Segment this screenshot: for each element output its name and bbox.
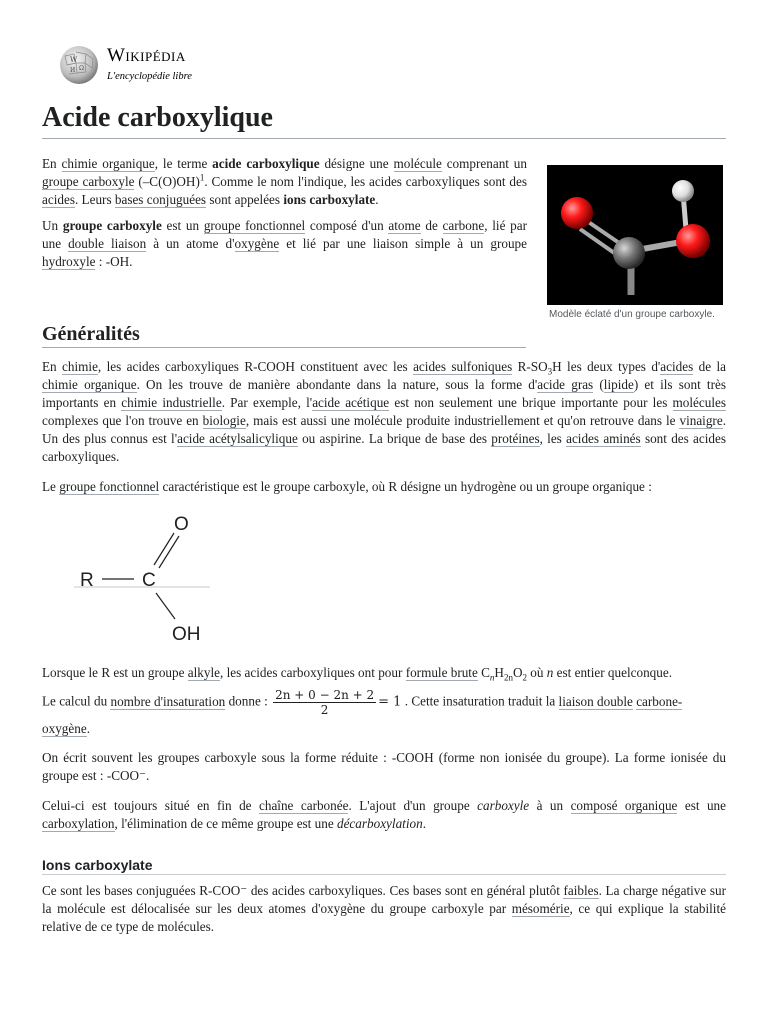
link-acides-amines[interactable]: acides aminés	[566, 431, 641, 446]
svg-text:Ω: Ω	[79, 65, 84, 72]
generalites-paragraph-5: On écrit souvent les groupes carboxyle sous la forme réduite : -COOH (forme non ionisée du groupe). La forme ionisée du groupe est : -COO⁻.	[42, 750, 726, 783]
ions-body	[42, 882, 726, 936]
link-acides-2[interactable]: acides	[660, 359, 694, 374]
link-chaine-carbonee[interactable]: chaîne carbonée	[259, 798, 349, 813]
link-compose-organique[interactable]: composé organique	[570, 798, 678, 813]
svg-text:И: И	[70, 67, 76, 74]
insaturation-formula: $\frac{2n + 0 - 2n + 2}{2}$	[275, 688, 375, 717]
term-acide-carboxylique: acide carboxylique	[212, 156, 320, 171]
formula-o: O	[174, 514, 189, 535]
term-groupe-carboxyle: groupe carboxyle	[62, 218, 162, 233]
link-alkyle[interactable]: alkyle	[187, 665, 220, 680]
link-carbone-oxygene[interactable]: carbone-oxygène	[42, 693, 683, 736]
link-proteines[interactable]: protéines	[491, 431, 540, 446]
generalites-paragraph-4: Le calcul du nombre d'insaturation donne : $\frac{2n + 0 - 2n + 2}{2}$ = 1 . Cette insaturation traduit la liaison double carbone-oxygène.	[42, 688, 683, 736]
reference-1[interactable]: 1	[199, 172, 205, 183]
page-title: Acide carboxylique	[42, 100, 726, 139]
generalites-paragraph-6: Celui-ci est toujours situé en fin de chaîne carbonée. L'ajout d'un groupe carboxyle à un composé organique est une carboxylation, l'élimination de ce même groupe est une décarboxylation.	[42, 798, 726, 831]
wikipedia-logo[interactable]	[58, 44, 258, 86]
term-ions-carboxylate: ions carboxylate	[283, 192, 376, 207]
link-molecule[interactable]: molécule	[393, 156, 442, 171]
figure-caption: Modèle éclaté d'un groupe carboxyle.	[549, 309, 715, 320]
formula-r: R	[80, 570, 94, 591]
svg-text:W: W	[70, 56, 78, 64]
link-chimie-organique[interactable]: chimie organique	[61, 156, 155, 171]
link-oxygene[interactable]: oxygène	[234, 236, 280, 251]
intro	[42, 155, 527, 271]
formula-oh: OH	[172, 624, 201, 645]
section-heading-generalites: Généralités	[42, 321, 526, 348]
link-acide-gras[interactable]: acide gras	[537, 377, 594, 392]
link-chimie-industrielle[interactable]: chimie industrielle	[121, 395, 222, 410]
link-biologie[interactable]: biologie	[202, 413, 246, 428]
link-groupe-fonctionnel[interactable]: groupe fonctionnel	[203, 218, 306, 233]
generalites-paragraph-1: En chimie, les acides carboxyliques R-COOH constituent avec les acides sulfoniques $R-SO_3H$ les deux types d'acides de la chimie organique. On les trouve de manière abondante dans la nature, sous la forme d'acide gras (lipide) et ils sont très importants en chimie industrielle. Par exemple, l'acide acétique est non seulement une brique importante pour les molécules complexes que l'on trouve en biologie, mais est aussi une molécule produite industriellement et qu'on retrouve dans le vinaigre. Un des plus connus est l'acide acétylsalicylique ou aspirine. La brique de base des protéines, les acides aminés sont des acides carboxyliques.	[42, 359, 727, 464]
link-acides-sulfoniques[interactable]: acides sulfoniques	[413, 359, 513, 374]
intro-paragraph-2: Un groupe carboxyle est un groupe fonctionnel composé d'un atome de carbone, lié par une double liaison à un atome d'oxygène et lié par une liaison simple à un groupe hydroxyle : -OH.	[42, 218, 528, 269]
link-acide-acetylsalicylique[interactable]: acide acétylsalicylique	[177, 431, 298, 446]
generalites-body-2	[42, 664, 726, 833]
generalites-paragraph-3: Lorsque le R est un groupe alkyle, les acides carboxyliques ont pour formule brute $C_nH_{2n}O_2$ où n est entier quelconque.	[42, 665, 673, 683]
wordmark: Wikipédia	[107, 45, 186, 66]
link-molecules[interactable]: molécules	[672, 395, 727, 410]
link-groupe-carboxyle[interactable]: groupe carboxyle	[42, 174, 135, 189]
link-lipide[interactable]: lipide	[603, 377, 634, 392]
link-bases-conjuguees[interactable]: bases conjuguées	[114, 192, 207, 207]
ions-paragraph-1: Ce sont les bases conjuguées R-COO⁻ des acides carboxyliques. Ces bases sont en général plutôt faibles. La charge négative sur la molécule est délocalisée sur les deux atomes d'oxygène du groupe carboxyle par mésomérie, ce qui explique la stabilité relative de ce type de molécules.	[42, 883, 726, 934]
carboxyl-model-image[interactable]	[547, 165, 723, 305]
generalites-body	[42, 358, 726, 496]
link-liaison-double[interactable]: liaison double	[558, 693, 633, 709]
link-vinaigre[interactable]: vinaigre	[679, 413, 723, 428]
tagline: L'encyclopédie libre	[107, 71, 192, 82]
molecule-3d-model	[547, 165, 723, 305]
formula-c: C	[142, 570, 156, 591]
link-formule-brute[interactable]: formule brute	[405, 665, 478, 680]
link-mesomerie[interactable]: mésomérie	[511, 901, 570, 916]
link-acides[interactable]: acides	[42, 192, 75, 207]
wikipedia-globe-icon	[58, 44, 100, 86]
link-chimie[interactable]: chimie	[62, 359, 98, 374]
link-faibles[interactable]: faibles	[563, 883, 599, 898]
link-atome[interactable]: atome	[388, 218, 421, 233]
link-carboxylation[interactable]: carboxylation	[42, 816, 115, 831]
intro-paragraph-1: En chimie organique, le terme acide carboxylique désigne une molécule comprenant un groupe carboxyle $(-C(O)OH)^1$. Comme le nom l'indique, les acides carboxyliques sont des acides. Leurs bases conjuguées sont appelées ions carboxylate.	[42, 156, 527, 207]
link-double-liaison[interactable]: double liaison	[68, 236, 147, 251]
generalites-paragraph-2: Le groupe fonctionnel caractéristique est le groupe carboxyle, où R désigne un hydrogène ou un groupe organique :	[42, 479, 652, 494]
link-carbone[interactable]: carbone	[442, 218, 485, 233]
link-nombre-insaturation[interactable]: nombre d'insaturation	[110, 693, 226, 709]
section-heading-ions-carboxylate: Ions carboxylate	[42, 856, 726, 875]
link-hydroxyle[interactable]: hydroxyle	[42, 254, 96, 269]
link-acide-acetique[interactable]: acide acétique	[312, 395, 390, 410]
single-bond-c-oh	[156, 593, 175, 619]
link-groupe-fonctionnel-2[interactable]: groupe fonctionnel	[59, 479, 160, 494]
link-chimie-organique-2[interactable]: chimie organique	[42, 377, 137, 392]
carboxyl-structural-formula[interactable]	[70, 505, 220, 650]
